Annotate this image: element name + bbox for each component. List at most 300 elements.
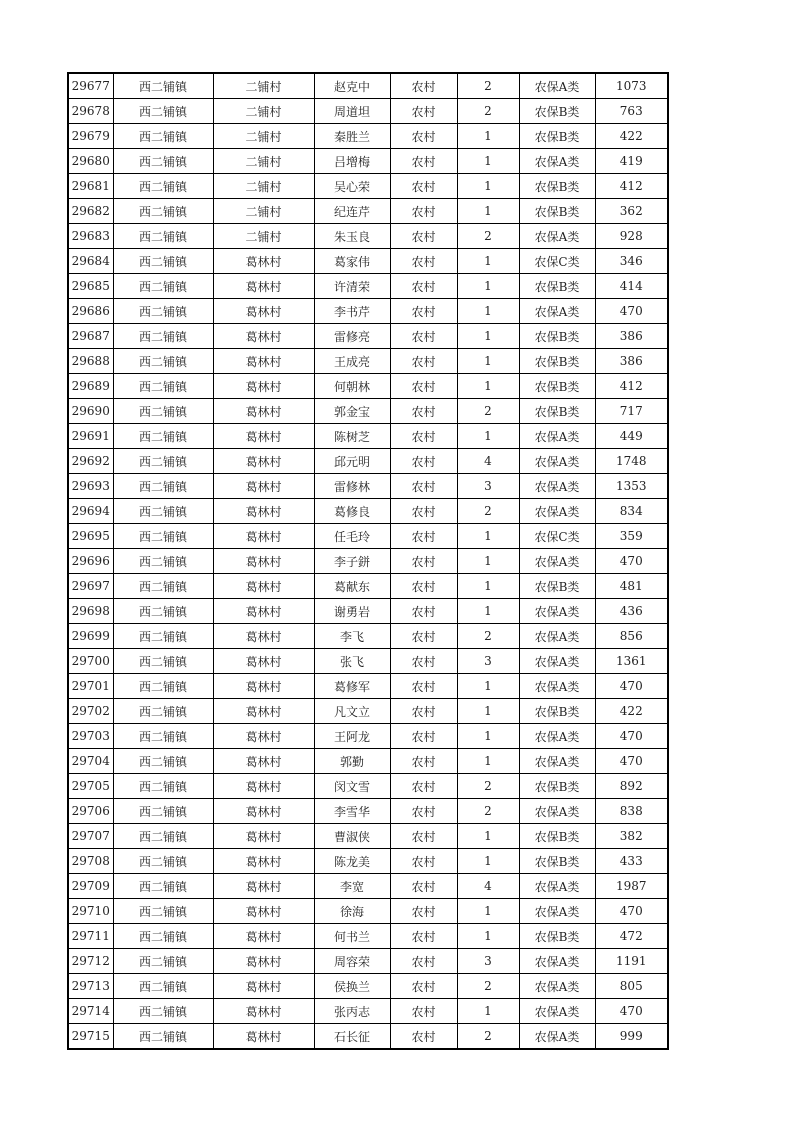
cell-town: 西二铺镇 bbox=[113, 974, 213, 999]
cell-id: 29681 bbox=[68, 174, 113, 199]
cell-village: 葛林村 bbox=[213, 249, 314, 274]
table-row bbox=[68, 224, 668, 249]
cell-id: 29715 bbox=[68, 1024, 113, 1050]
cell-village: 葛林村 bbox=[213, 999, 314, 1024]
cell-count: 1 bbox=[457, 124, 519, 149]
cell-village: 二铺村 bbox=[213, 73, 314, 99]
cell-amount: 805 bbox=[595, 974, 668, 999]
cell-count: 1 bbox=[457, 424, 519, 449]
cell-area: 农村 bbox=[390, 299, 457, 324]
cell-village: 葛林村 bbox=[213, 824, 314, 849]
cell-village: 葛林村 bbox=[213, 724, 314, 749]
cell-area: 农村 bbox=[390, 449, 457, 474]
table-row bbox=[68, 824, 668, 849]
cell-village: 葛林村 bbox=[213, 974, 314, 999]
cell-count: 1 bbox=[457, 549, 519, 574]
cell-area: 农村 bbox=[390, 174, 457, 199]
cell-id: 29677 bbox=[68, 73, 113, 99]
cell-area: 农村 bbox=[390, 749, 457, 774]
cell-area: 农村 bbox=[390, 199, 457, 224]
cell-area: 农村 bbox=[390, 349, 457, 374]
cell-id: 29713 bbox=[68, 974, 113, 999]
cell-area: 农村 bbox=[390, 649, 457, 674]
cell-category: 农保A类 bbox=[519, 224, 595, 249]
cell-town: 西二铺镇 bbox=[113, 399, 213, 424]
cell-amount: 834 bbox=[595, 499, 668, 524]
cell-category: 农保A类 bbox=[519, 424, 595, 449]
cell-count: 1 bbox=[457, 249, 519, 274]
cell-town: 西二铺镇 bbox=[113, 549, 213, 574]
cell-id: 29693 bbox=[68, 474, 113, 499]
cell-name: 何书兰 bbox=[314, 924, 390, 949]
cell-category: 农保A类 bbox=[519, 149, 595, 174]
cell-town: 西二铺镇 bbox=[113, 774, 213, 799]
cell-category: 农保A类 bbox=[519, 499, 595, 524]
cell-amount: 1073 bbox=[595, 73, 668, 99]
table-row bbox=[68, 924, 668, 949]
cell-town: 西二铺镇 bbox=[113, 949, 213, 974]
cell-category: 农保A类 bbox=[519, 73, 595, 99]
cell-village: 葛林村 bbox=[213, 424, 314, 449]
table-row bbox=[68, 949, 668, 974]
cell-id: 29697 bbox=[68, 574, 113, 599]
cell-category: 农保B类 bbox=[519, 199, 595, 224]
cell-id: 29686 bbox=[68, 299, 113, 324]
cell-category: 农保A类 bbox=[519, 449, 595, 474]
cell-town: 西二铺镇 bbox=[113, 299, 213, 324]
cell-name: 侯换兰 bbox=[314, 974, 390, 999]
cell-category: 农保B类 bbox=[519, 99, 595, 124]
cell-area: 农村 bbox=[390, 1024, 457, 1050]
cell-area: 农村 bbox=[390, 549, 457, 574]
cell-area: 农村 bbox=[390, 874, 457, 899]
cell-count: 1 bbox=[457, 824, 519, 849]
table-row bbox=[68, 999, 668, 1024]
cell-area: 农村 bbox=[390, 799, 457, 824]
cell-name: 赵克中 bbox=[314, 73, 390, 99]
cell-amount: 386 bbox=[595, 324, 668, 349]
table-row bbox=[68, 749, 668, 774]
cell-town: 西二铺镇 bbox=[113, 749, 213, 774]
cell-village: 葛林村 bbox=[213, 699, 314, 724]
cell-amount: 1353 bbox=[595, 474, 668, 499]
cell-id: 29710 bbox=[68, 899, 113, 924]
cell-village: 葛林村 bbox=[213, 549, 314, 574]
cell-amount: 470 bbox=[595, 299, 668, 324]
cell-category: 农保A类 bbox=[519, 749, 595, 774]
cell-town: 西二铺镇 bbox=[113, 599, 213, 624]
cell-amount: 412 bbox=[595, 374, 668, 399]
cell-amount: 1191 bbox=[595, 949, 668, 974]
cell-id: 29678 bbox=[68, 99, 113, 124]
table-row bbox=[68, 449, 668, 474]
cell-village: 葛林村 bbox=[213, 324, 314, 349]
cell-amount: 838 bbox=[595, 799, 668, 824]
cell-village: 二铺村 bbox=[213, 224, 314, 249]
cell-count: 3 bbox=[457, 949, 519, 974]
cell-village: 葛林村 bbox=[213, 799, 314, 824]
cell-amount: 470 bbox=[595, 674, 668, 699]
cell-village: 葛林村 bbox=[213, 574, 314, 599]
cell-id: 29698 bbox=[68, 599, 113, 624]
table-row bbox=[68, 699, 668, 724]
cell-count: 2 bbox=[457, 624, 519, 649]
cell-category: 农保B类 bbox=[519, 174, 595, 199]
cell-count: 1 bbox=[457, 324, 519, 349]
cell-village: 葛林村 bbox=[213, 399, 314, 424]
cell-category: 农保B类 bbox=[519, 274, 595, 299]
cell-town: 西二铺镇 bbox=[113, 699, 213, 724]
table-row bbox=[68, 274, 668, 299]
cell-id: 29712 bbox=[68, 949, 113, 974]
cell-town: 西二铺镇 bbox=[113, 574, 213, 599]
cell-town: 西二铺镇 bbox=[113, 73, 213, 99]
cell-area: 农村 bbox=[390, 999, 457, 1024]
cell-category: 农保A类 bbox=[519, 724, 595, 749]
cell-village: 葛林村 bbox=[213, 924, 314, 949]
cell-area: 农村 bbox=[390, 824, 457, 849]
cell-name: 李书芹 bbox=[314, 299, 390, 324]
cell-count: 1 bbox=[457, 699, 519, 724]
cell-name: 朱玉良 bbox=[314, 224, 390, 249]
cell-amount: 346 bbox=[595, 249, 668, 274]
cell-id: 29680 bbox=[68, 149, 113, 174]
cell-category: 农保A类 bbox=[519, 474, 595, 499]
cell-name: 张丙志 bbox=[314, 999, 390, 1024]
cell-name: 徐海 bbox=[314, 899, 390, 924]
cell-category: 农保B类 bbox=[519, 774, 595, 799]
cell-area: 农村 bbox=[390, 499, 457, 524]
cell-name: 谢勇岩 bbox=[314, 599, 390, 624]
cell-count: 2 bbox=[457, 99, 519, 124]
cell-town: 西二铺镇 bbox=[113, 174, 213, 199]
cell-amount: 436 bbox=[595, 599, 668, 624]
cell-count: 1 bbox=[457, 199, 519, 224]
table-row bbox=[68, 774, 668, 799]
cell-category: 农保A类 bbox=[519, 649, 595, 674]
cell-name: 葛献东 bbox=[314, 574, 390, 599]
cell-id: 29695 bbox=[68, 524, 113, 549]
table-row bbox=[68, 649, 668, 674]
cell-area: 农村 bbox=[390, 974, 457, 999]
cell-count: 1 bbox=[457, 924, 519, 949]
cell-amount: 412 bbox=[595, 174, 668, 199]
cell-count: 1 bbox=[457, 599, 519, 624]
cell-town: 西二铺镇 bbox=[113, 849, 213, 874]
cell-name: 曹淑侠 bbox=[314, 824, 390, 849]
cell-name: 李宽 bbox=[314, 874, 390, 899]
cell-village: 葛林村 bbox=[213, 899, 314, 924]
cell-area: 农村 bbox=[390, 424, 457, 449]
table-row bbox=[68, 324, 668, 349]
cell-count: 2 bbox=[457, 224, 519, 249]
cell-area: 农村 bbox=[390, 924, 457, 949]
cell-count: 2 bbox=[457, 774, 519, 799]
cell-town: 西二铺镇 bbox=[113, 724, 213, 749]
cell-category: 农保A类 bbox=[519, 974, 595, 999]
cell-area: 农村 bbox=[390, 73, 457, 99]
cell-count: 2 bbox=[457, 974, 519, 999]
cell-area: 农村 bbox=[390, 949, 457, 974]
cell-count: 1 bbox=[457, 299, 519, 324]
table-row bbox=[68, 524, 668, 549]
cell-count: 1 bbox=[457, 174, 519, 199]
cell-category: 农保A类 bbox=[519, 1024, 595, 1050]
cell-id: 29714 bbox=[68, 999, 113, 1024]
table-row bbox=[68, 974, 668, 999]
cell-name: 周道坦 bbox=[314, 99, 390, 124]
cell-village: 葛林村 bbox=[213, 349, 314, 374]
table-row bbox=[68, 73, 668, 99]
cell-village: 葛林村 bbox=[213, 499, 314, 524]
cell-village: 葛林村 bbox=[213, 274, 314, 299]
cell-count: 2 bbox=[457, 799, 519, 824]
cell-amount: 1987 bbox=[595, 874, 668, 899]
cell-amount: 763 bbox=[595, 99, 668, 124]
cell-amount: 382 bbox=[595, 824, 668, 849]
cell-village: 葛林村 bbox=[213, 449, 314, 474]
cell-id: 29679 bbox=[68, 124, 113, 149]
cell-category: 农保C类 bbox=[519, 524, 595, 549]
cell-count: 1 bbox=[457, 374, 519, 399]
cell-village: 葛林村 bbox=[213, 474, 314, 499]
cell-area: 农村 bbox=[390, 899, 457, 924]
cell-amount: 470 bbox=[595, 899, 668, 924]
cell-town: 西二铺镇 bbox=[113, 624, 213, 649]
cell-name: 葛修军 bbox=[314, 674, 390, 699]
cell-amount: 1748 bbox=[595, 449, 668, 474]
cell-area: 农村 bbox=[390, 399, 457, 424]
cell-id: 29688 bbox=[68, 349, 113, 374]
cell-count: 1 bbox=[457, 149, 519, 174]
cell-count: 1 bbox=[457, 999, 519, 1024]
cell-town: 西二铺镇 bbox=[113, 424, 213, 449]
cell-category: 农保A类 bbox=[519, 949, 595, 974]
cell-count: 1 bbox=[457, 274, 519, 299]
cell-name: 凡文立 bbox=[314, 699, 390, 724]
cell-name: 李飞 bbox=[314, 624, 390, 649]
cell-id: 29685 bbox=[68, 274, 113, 299]
cell-id: 29702 bbox=[68, 699, 113, 724]
cell-category: 农保A类 bbox=[519, 674, 595, 699]
cell-amount: 1361 bbox=[595, 649, 668, 674]
cell-town: 西二铺镇 bbox=[113, 524, 213, 549]
cell-amount: 449 bbox=[595, 424, 668, 449]
cell-name: 王成亮 bbox=[314, 349, 390, 374]
cell-area: 农村 bbox=[390, 774, 457, 799]
cell-area: 农村 bbox=[390, 474, 457, 499]
cell-name: 吴心荣 bbox=[314, 174, 390, 199]
cell-category: 农保B类 bbox=[519, 349, 595, 374]
cell-category: 农保B类 bbox=[519, 324, 595, 349]
cell-town: 西二铺镇 bbox=[113, 474, 213, 499]
cell-amount: 386 bbox=[595, 349, 668, 374]
cell-village: 二铺村 bbox=[213, 99, 314, 124]
cell-amount: 422 bbox=[595, 699, 668, 724]
cell-town: 西二铺镇 bbox=[113, 124, 213, 149]
cell-area: 农村 bbox=[390, 524, 457, 549]
cell-name: 郭勤 bbox=[314, 749, 390, 774]
cell-name: 李子鉼 bbox=[314, 549, 390, 574]
cell-name: 张飞 bbox=[314, 649, 390, 674]
cell-town: 西二铺镇 bbox=[113, 824, 213, 849]
cell-count: 2 bbox=[457, 499, 519, 524]
cell-category: 农保A类 bbox=[519, 549, 595, 574]
cell-town: 西二铺镇 bbox=[113, 649, 213, 674]
cell-category: 农保B类 bbox=[519, 374, 595, 399]
cell-name: 雷修林 bbox=[314, 474, 390, 499]
cell-amount: 472 bbox=[595, 924, 668, 949]
cell-town: 西二铺镇 bbox=[113, 924, 213, 949]
cell-id: 29706 bbox=[68, 799, 113, 824]
table-row bbox=[68, 149, 668, 174]
cell-category: 农保C类 bbox=[519, 249, 595, 274]
cell-amount: 422 bbox=[595, 124, 668, 149]
cell-village: 二铺村 bbox=[213, 199, 314, 224]
cell-count: 2 bbox=[457, 1024, 519, 1050]
cell-village: 葛林村 bbox=[213, 299, 314, 324]
table-row bbox=[68, 124, 668, 149]
cell-count: 4 bbox=[457, 449, 519, 474]
cell-category: 农保B类 bbox=[519, 824, 595, 849]
table-row bbox=[68, 799, 668, 824]
cell-town: 西二铺镇 bbox=[113, 224, 213, 249]
cell-id: 29690 bbox=[68, 399, 113, 424]
cell-area: 农村 bbox=[390, 99, 457, 124]
table-row bbox=[68, 349, 668, 374]
cell-id: 29708 bbox=[68, 849, 113, 874]
cell-village: 葛林村 bbox=[213, 774, 314, 799]
table-row bbox=[68, 199, 668, 224]
cell-village: 二铺村 bbox=[213, 149, 314, 174]
cell-village: 葛林村 bbox=[213, 374, 314, 399]
cell-amount: 419 bbox=[595, 149, 668, 174]
cell-area: 农村 bbox=[390, 724, 457, 749]
table-row bbox=[68, 624, 668, 649]
cell-amount: 362 bbox=[595, 199, 668, 224]
cell-category: 农保B类 bbox=[519, 699, 595, 724]
cell-category: 农保B类 bbox=[519, 849, 595, 874]
cell-village: 葛林村 bbox=[213, 749, 314, 774]
table-row bbox=[68, 574, 668, 599]
cell-id: 29689 bbox=[68, 374, 113, 399]
cell-village: 二铺村 bbox=[213, 124, 314, 149]
table-row bbox=[68, 899, 668, 924]
cell-id: 29699 bbox=[68, 624, 113, 649]
cell-amount: 481 bbox=[595, 574, 668, 599]
cell-village: 葛林村 bbox=[213, 1024, 314, 1050]
cell-amount: 470 bbox=[595, 999, 668, 1024]
table-row bbox=[68, 874, 668, 899]
cell-name: 石长征 bbox=[314, 1024, 390, 1050]
cell-id: 29705 bbox=[68, 774, 113, 799]
cell-id: 29684 bbox=[68, 249, 113, 274]
cell-category: 农保A类 bbox=[519, 999, 595, 1024]
cell-count: 1 bbox=[457, 674, 519, 699]
cell-area: 农村 bbox=[390, 324, 457, 349]
cell-area: 农村 bbox=[390, 849, 457, 874]
cell-id: 29711 bbox=[68, 924, 113, 949]
cell-id: 29694 bbox=[68, 499, 113, 524]
cell-area: 农村 bbox=[390, 224, 457, 249]
cell-area: 农村 bbox=[390, 599, 457, 624]
cell-name: 雷修亮 bbox=[314, 324, 390, 349]
cell-name: 葛修良 bbox=[314, 499, 390, 524]
cell-name: 郭金宝 bbox=[314, 399, 390, 424]
table-row bbox=[68, 599, 668, 624]
cell-area: 农村 bbox=[390, 249, 457, 274]
cell-village: 葛林村 bbox=[213, 849, 314, 874]
cell-town: 西二铺镇 bbox=[113, 799, 213, 824]
cell-town: 西二铺镇 bbox=[113, 274, 213, 299]
cell-count: 4 bbox=[457, 874, 519, 899]
cell-amount: 470 bbox=[595, 724, 668, 749]
cell-category: 农保A类 bbox=[519, 624, 595, 649]
cell-area: 农村 bbox=[390, 149, 457, 174]
cell-category: 农保B类 bbox=[519, 124, 595, 149]
records-table bbox=[67, 72, 669, 1050]
cell-name: 吕增梅 bbox=[314, 149, 390, 174]
cell-count: 1 bbox=[457, 899, 519, 924]
cell-name: 李雪华 bbox=[314, 799, 390, 824]
cell-count: 1 bbox=[457, 724, 519, 749]
cell-town: 西二铺镇 bbox=[113, 349, 213, 374]
cell-id: 29696 bbox=[68, 549, 113, 574]
cell-count: 3 bbox=[457, 474, 519, 499]
table-row bbox=[68, 1024, 668, 1050]
cell-name: 许清荣 bbox=[314, 274, 390, 299]
cell-name: 何朝林 bbox=[314, 374, 390, 399]
cell-id: 29701 bbox=[68, 674, 113, 699]
cell-town: 西二铺镇 bbox=[113, 499, 213, 524]
cell-town: 西二铺镇 bbox=[113, 249, 213, 274]
cell-name: 陈龙美 bbox=[314, 849, 390, 874]
cell-count: 3 bbox=[457, 649, 519, 674]
cell-id: 29683 bbox=[68, 224, 113, 249]
cell-name: 王阿龙 bbox=[314, 724, 390, 749]
cell-id: 29692 bbox=[68, 449, 113, 474]
cell-id: 29691 bbox=[68, 424, 113, 449]
cell-town: 西二铺镇 bbox=[113, 449, 213, 474]
cell-name: 陈树芝 bbox=[314, 424, 390, 449]
cell-category: 农保B类 bbox=[519, 574, 595, 599]
cell-category: 农保A类 bbox=[519, 874, 595, 899]
cell-name: 周容荣 bbox=[314, 949, 390, 974]
cell-village: 葛林村 bbox=[213, 949, 314, 974]
cell-area: 农村 bbox=[390, 624, 457, 649]
table-row bbox=[68, 399, 668, 424]
cell-area: 农村 bbox=[390, 699, 457, 724]
cell-town: 西二铺镇 bbox=[113, 874, 213, 899]
cell-village: 葛林村 bbox=[213, 674, 314, 699]
table-row bbox=[68, 549, 668, 574]
cell-id: 29700 bbox=[68, 649, 113, 674]
cell-id: 29682 bbox=[68, 199, 113, 224]
cell-amount: 433 bbox=[595, 849, 668, 874]
cell-category: 农保B类 bbox=[519, 924, 595, 949]
cell-amount: 359 bbox=[595, 524, 668, 549]
cell-town: 西二铺镇 bbox=[113, 99, 213, 124]
cell-amount: 999 bbox=[595, 1024, 668, 1050]
cell-village: 葛林村 bbox=[213, 599, 314, 624]
table-row bbox=[68, 374, 668, 399]
cell-town: 西二铺镇 bbox=[113, 199, 213, 224]
cell-area: 农村 bbox=[390, 374, 457, 399]
cell-amount: 470 bbox=[595, 749, 668, 774]
table-row bbox=[68, 849, 668, 874]
cell-category: 农保B类 bbox=[519, 399, 595, 424]
cell-count: 1 bbox=[457, 574, 519, 599]
